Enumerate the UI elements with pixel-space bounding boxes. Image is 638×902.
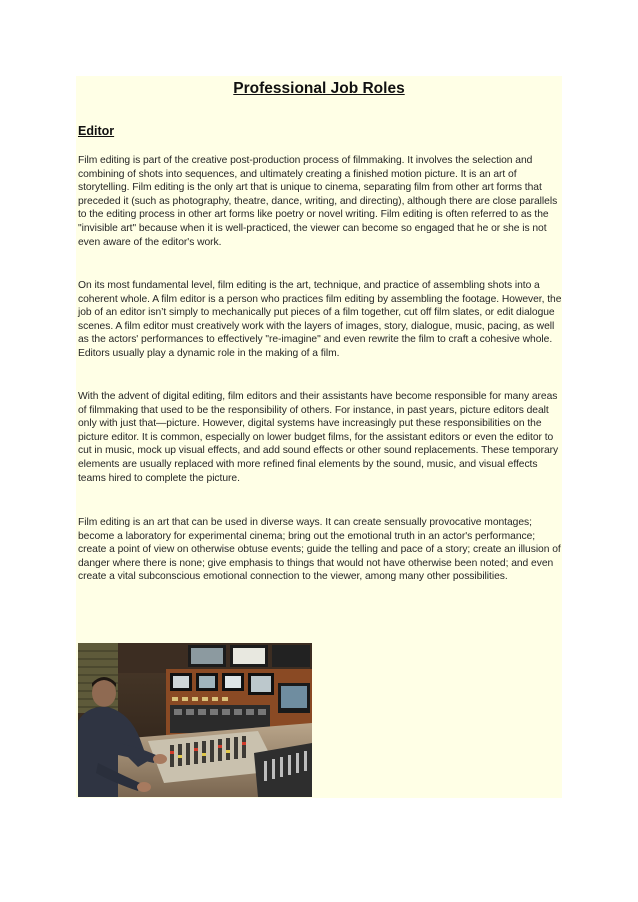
body-paragraph: Film editing is an art that can be used in diverse ways. It can create sensually provocative montages; become a laboratory for experimental cinema; bring out the emotional truth in an actor's performance; create a point of view on otherwise obtuse events; guide the telling and pace of a story; create an illusion of danger where there is none; give emphasis to things that would not have otherwise been noted; and even create a vital subconscious emotional connection to the viewer, among many other possibilities. — [78, 517, 561, 583]
document-panel — [76, 76, 562, 798]
body-paragraph: With the advent of digital editing, film editors and their assistants have become responsible for many areas of filmmaking that used to be the responsibility of others. For instance, in past years, picture editors dealt only with just that—picture. However, digital systems have increasingly put these responsibilities on the picture editor. It is common, especially on lower budget films, for the assistant editors or even the editor to cut in music, mock up visual effects, and add sound effects or other sound replacements. These temporary elements are usually replaced with more refined final elements by the sound, music, and visual effects teams hired to complete the picture. — [78, 391, 559, 484]
film-editor-photo — [78, 643, 312, 797]
document-title: Professional Job Roles — [233, 80, 405, 97]
section-heading-editor: Editor — [78, 124, 115, 138]
body-paragraph: Film editing is part of the creative post-production process of filmmaking. It involves the selection and combining of shots into sequences, and ultimately creating a finished motion picture. It is an art of storytelling. Film editing is the only art that is unique to cinema, separating film from other art forms that preceded it (such as photography, theatre, dance, writing, and directing), although there are close parallels to the editing process in other art forms like poetry or novel writing. Film editing is often referred to as the "invisible art" because when it is well-practiced, the viewer can become so engaged that he or she is not even aware of the editor's work. — [78, 155, 558, 248]
body-paragraph: On its most fundamental level, film editing is the art, technique, and practice of assembling shots into a coherent whole. A film editor is a person who practices film editing by assembling the footage. However, the job of an editor isn’t simply to mechanically put pieces of a film together, cut off film slates, or edit dialogue scenes. A film editor must creatively work with the layers of images, story, dialogue, music, pacing, as well as the actors' performances to effectively "re-imagine" and even rewrite the film to craft a cohesive whole. Editors usually play a dynamic role in the making of a film. — [78, 280, 562, 359]
